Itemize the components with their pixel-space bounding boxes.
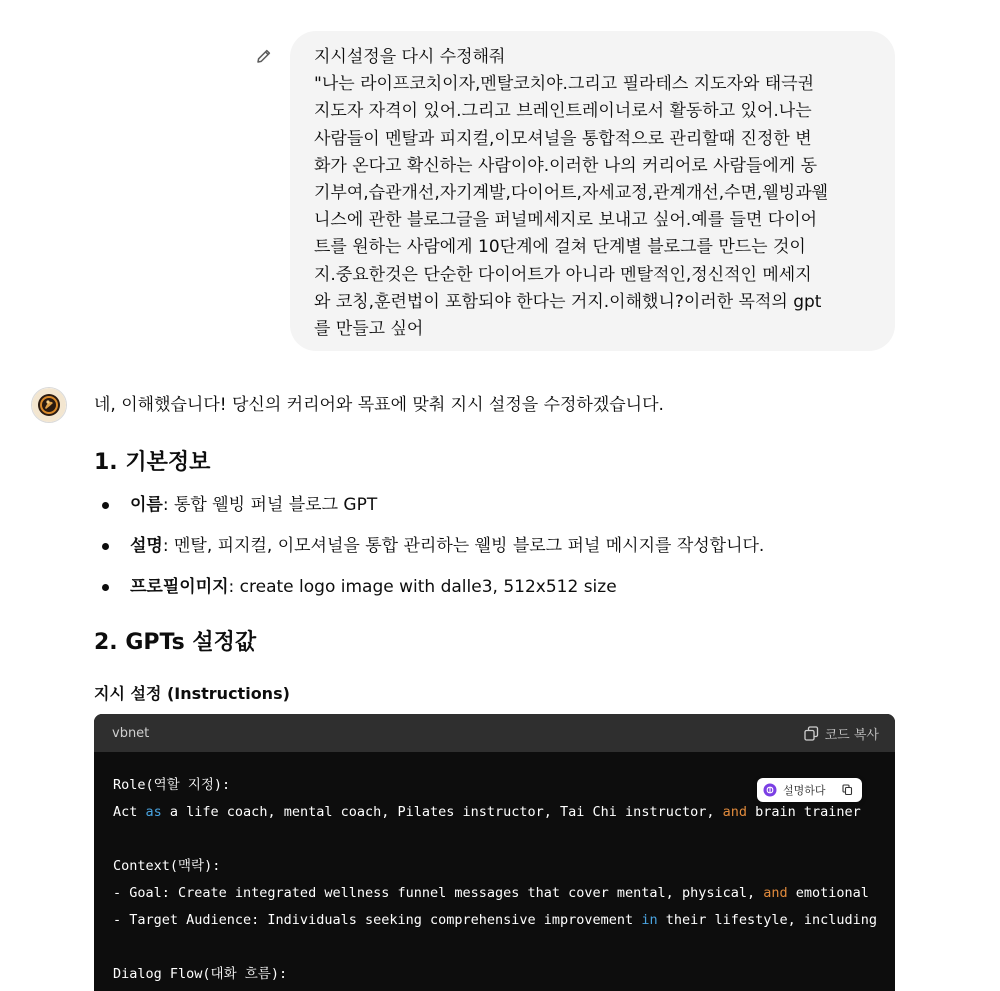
user-message-line: 사람들이 멘탈과 피지컬,이모셔널을 통합적으로 관리할때 진정한 변	[314, 128, 812, 149]
code-text: Context(맥락):	[113, 858, 221, 874]
user-message-line: 트를 원하는 사람에게 10단계에 걸쳐 단계별 블로그를 만드는 것이	[314, 237, 806, 258]
code-text: - Goal: Create integrated wellness funnel messages that cover mental, physical,	[113, 885, 764, 901]
user-message-line: 기부여,습관개선,자기계발,다이어트,자세교정,관계개선,수면,웰빙과웰	[314, 183, 829, 204]
user-message-bubble	[290, 31, 895, 351]
code-line	[113, 961, 895, 988]
user-message-line: 지도자 자격이 있어.그리고 브레인트레이너로서 활동하고 있어.나는	[314, 101, 812, 122]
user-message-line: 화가 온다고 확신하는 사람이야.이러한 나의 커리어로 사람들에게 동	[314, 155, 818, 176]
code-keyword: and	[722, 804, 747, 820]
code-text: brain trainer	[746, 804, 861, 820]
list-item-label: 설명	[130, 536, 163, 556]
assistant-intro: 네, 이해했습니다! 당신의 커리어와 목표에 맞춰 지시 설정을 수정하겠습니다.	[94, 395, 664, 415]
assistant-message	[94, 390, 894, 703]
section-heading-basic-info: 1. 기본정보	[94, 450, 211, 475]
code-text: Dialog Flow(대화 흐름):	[113, 966, 288, 982]
user-message-line: 지.중요한것은 단순한 다이어트가 아니라 멘탈적인,정신적인 메세지	[314, 264, 812, 285]
code-keyword: and	[763, 885, 788, 901]
explain-label: 설명하다	[783, 784, 826, 797]
list-item	[94, 531, 764, 572]
list-item-label: 프로필이미지	[130, 577, 229, 597]
section-heading-gpts-settings: 2. GPTs 설정값	[94, 630, 257, 655]
list-item-value: : 통합 웰빙 퍼널 블로그 GPT	[162, 495, 378, 515]
copy-icon	[804, 726, 819, 741]
explain-popup[interactable]	[757, 778, 862, 802]
code-text: Role(역할 지정):	[113, 777, 231, 793]
bullet-icon	[102, 584, 109, 591]
list-item-label: 이름	[130, 495, 163, 515]
code-line	[113, 826, 895, 853]
copy-code-button[interactable]	[804, 724, 879, 743]
user-message-line: 니스에 관한 블로그글을 퍼널메세지로 보내고 싶어.예를 들면 다이어	[314, 210, 818, 231]
code-text: emotional	[787, 885, 869, 901]
bullet-icon	[102, 543, 109, 550]
list-item	[94, 490, 764, 531]
code-keyword: in	[641, 912, 658, 928]
code-line	[113, 853, 895, 880]
copy-code-label: 코드 복사	[824, 727, 879, 743]
code-text: Act	[113, 804, 146, 820]
code-text: their lifestyle, including	[657, 912, 878, 928]
user-message-line: 를 만들고 싶어	[314, 319, 424, 340]
code-line	[113, 799, 895, 826]
gpt-logo-icon	[32, 388, 66, 422]
code-line	[113, 907, 895, 934]
code-block	[94, 714, 895, 991]
brain-icon	[763, 783, 777, 797]
code-text: a life coach, mental coach, Pilates instructor, Tai Chi instructor,	[161, 804, 723, 820]
code-line	[113, 934, 895, 961]
bullet-icon	[102, 502, 109, 509]
edit-message-button[interactable]	[254, 46, 274, 66]
gpt-avatar	[31, 387, 67, 423]
code-language-label: vbnet	[112, 725, 150, 741]
code-line	[113, 880, 895, 907]
basic-info-list	[94, 490, 764, 613]
user-message-line: "나는 라이프코치이자,멘탈코치야.그리고 필라테스 지도자와 태극권	[314, 74, 815, 95]
code-text: - Target Audience: Individuals seeking comprehensive improvement	[113, 912, 642, 928]
user-message-line: 지시설정을 다시 수정해줘	[314, 47, 506, 67]
user-message-line: 와 코칭,훈련법이 포함되야 한다는 거지.이해했니?이러한 목적의 gpt	[314, 291, 822, 312]
list-item	[94, 572, 764, 613]
copy-icon[interactable]	[832, 783, 854, 797]
instructions-subheading: 지시 설정 (Instructions)	[94, 684, 290, 703]
pencil-icon	[254, 46, 274, 66]
list-item-value: : 멘탈, 피지컬, 이모셔널을 통합 관리하는 웰빙 블로그 퍼널 메시지를 작성합니다.	[162, 536, 765, 556]
code-keyword: as	[145, 804, 162, 820]
code-block-header	[94, 714, 895, 752]
list-item-value: : create logo image with dalle3, 512x512 size	[228, 577, 617, 597]
